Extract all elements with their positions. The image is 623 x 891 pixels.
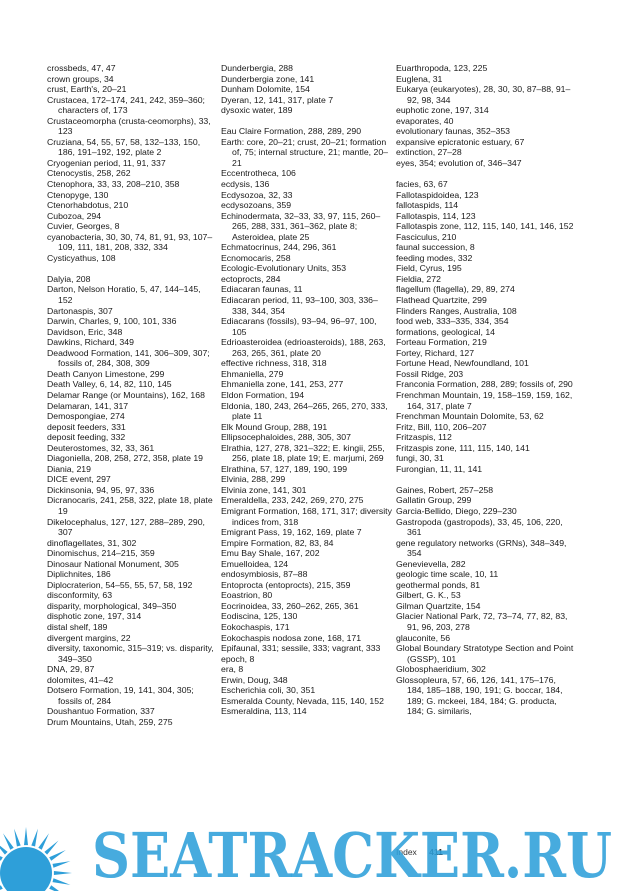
sun-ray <box>49 850 66 861</box>
index-entry: Empire Formation, 82, 83, 84 <box>221 537 334 548</box>
index-entry: Flinders Ranges, Australia, 108 <box>396 305 517 316</box>
index-entry: Gilman Quartzite, 154 <box>396 600 481 611</box>
index-entry: Dinomischus, 214–215, 359 <box>47 548 155 559</box>
index-entry: Global Boundary Stratotype Section and Point (GSSP), 101 <box>396 643 574 664</box>
footer-section-label: Index <box>396 847 417 857</box>
index-entry: Fallotaspidoidea, 123 <box>396 189 479 200</box>
index-entry: Darton, Nelson Horatio, 5, 47, 144–145, 152 <box>47 284 201 306</box>
sun-ray <box>49 885 66 891</box>
index-entry: formations, geological, 14 <box>396 326 495 337</box>
index-entry: Deuterostomes, 32, 33, 361 <box>47 442 155 453</box>
index-entry: Fortey, Richard, 127 <box>396 347 475 358</box>
index-entry: Diania, 219 <box>47 463 91 474</box>
index-entry: Cuvier, Georges, 8 <box>47 221 120 232</box>
index-entry: evolutionary faunas, 352–353 <box>396 126 510 137</box>
index-entry: Eoastrion, 80 <box>221 590 273 601</box>
index-entry: Eokochaspis, 171 <box>221 621 290 632</box>
index-entry: Dunham Dolomite, 154 <box>221 84 310 95</box>
index-entry: disphotic zone, 197, 314 <box>47 611 142 622</box>
watermark-banner <box>0 795 623 891</box>
index-entry: Dyeran, 12, 141, 317, plate 7 <box>221 94 334 105</box>
index-entry: Eccentrotheca, 106 <box>221 168 296 179</box>
index-entry: Cruziana, 54, 55, 57, 58, 132–133, 150, 186, 191–192, 192, plate 2 <box>47 136 201 158</box>
sun-ray <box>31 829 38 847</box>
index-entry: Delamaran, 141, 317 <box>47 400 129 411</box>
index-entry: Eokochaspis nodosa zone, 168, 171 <box>221 632 362 643</box>
index-entry: crust, Earth's, 20–21 <box>47 84 127 95</box>
index-entry: food web, 333–335, 334, 354 <box>396 316 509 327</box>
index-entry: Euglena, 31 <box>396 73 443 84</box>
index-entry: Dalyia, 208 <box>47 273 91 284</box>
index-entry: dysoxic water, 189 <box>221 105 293 116</box>
index-entry: endosymbiosis, 87–88 <box>221 569 308 580</box>
index-entry: Fieldia, 272 <box>396 273 441 284</box>
index-entry: Fallotaspis, 114, 123 <box>396 210 476 221</box>
sun-ray <box>44 841 58 855</box>
index-entry: Echmatocrinus, 244, 296, 361 <box>221 242 337 253</box>
index-entry: geothermal ponds, 81 <box>396 579 481 590</box>
index-entry: Escherichia coli, 30, 351 <box>221 685 316 696</box>
index-entry: Crustacea, 172–174, 241, 242, 359–360; characters of, 173 <box>47 94 205 116</box>
index-entry: dinoflagellates, 31, 302 <box>47 537 137 548</box>
index-entry: Eukarya (eukaryotes), 28, 30, 30, 87–88, 91–92, 98, 344 <box>396 84 571 105</box>
index-entry: Death Canyon Limestone, 299 <box>47 368 165 379</box>
index-entry: Emeraldella, 233, 242, 269, 270, 275 <box>221 495 364 506</box>
index-entry: Emu Bay Shale, 167, 202 <box>221 548 320 559</box>
sun-ray <box>53 861 71 868</box>
index-entry: Genevievella, 282 <box>396 558 466 569</box>
index-entry: Elvinia, 288, 299 <box>221 474 286 485</box>
index-entry: Ctenorhabdotus, 210 <box>47 200 129 211</box>
index-entry: Gilbert, G. K., 53 <box>396 590 461 601</box>
index-entry: crossbeds, 47, 47 <box>47 63 116 73</box>
index-entry: Fritz, Bill, 110, 206–207 <box>396 421 487 432</box>
sun-ray <box>38 833 49 850</box>
sun-ray <box>14 829 21 847</box>
index-entry: effective richness, 318, 318 <box>221 358 327 369</box>
index-entry: epoch, 8 <box>221 653 255 664</box>
index-entry: Elrathina, 57, 127, 189, 190, 199 <box>221 463 348 474</box>
index-entry: glauconite, 56 <box>396 632 451 643</box>
index-entry: faunal succession, 8 <box>396 242 475 253</box>
index-entry: Demospongiae, 274 <box>47 411 125 422</box>
index-entry: Cryogenian period, 11, 91, 337 <box>47 157 166 168</box>
sun-ray <box>53 878 71 885</box>
index-entry: evaporates, 40 <box>396 115 454 126</box>
index-entry: disparity, morphological, 349–350 <box>47 600 177 611</box>
index-entry: Furongian, 11, 11, 141 <box>396 463 483 474</box>
sun-ray <box>54 871 72 875</box>
index-entry: Epifaunal, 331; sessile, 333; vagrant, 333 <box>221 643 381 654</box>
index-entry: Dikelocephalus, 127, 127, 288–289, 290, 307 <box>47 516 205 538</box>
index-entry: Death Valley, 6, 14, 82, 110, 145 <box>47 379 172 390</box>
index-entry: Ctenophora, 33, 33, 208–210, 358 <box>47 179 180 190</box>
index-entry: Garcia-Bellido, Diego, 229–230 <box>396 505 517 516</box>
sun-ray <box>3 833 14 850</box>
index-entry: Dunderbergia zone, 141 <box>221 73 315 84</box>
index-entry: distal shelf, 189 <box>47 621 108 632</box>
index-entry: Gastropoda (gastropods), 33, 45, 106, 220, 361 <box>396 516 563 538</box>
index-entry: Eldon Formation, 194 <box>221 389 305 400</box>
watermark-text: SEATRACKER.RU <box>92 819 612 891</box>
index-entry: disconformity, 63 <box>47 590 113 601</box>
letter-gap <box>396 474 574 485</box>
index-entry: Dartonaspis, 307 <box>47 305 113 316</box>
index-entry: ecdysis, 136 <box>221 179 270 190</box>
index-entry: Elk Mound Group, 288, 191 <box>221 421 328 432</box>
index-entry: Ecdysozoa, 32, 33 <box>221 189 293 200</box>
letter-gap <box>396 168 574 179</box>
index-entry: Glossopleura, 57, 66, 126, 141, 175–176, 184, 185–188, 190, 191; G. boccar, 184, 189; G. mckeei, 184, 184; G. producta, 184; G. similaris, <box>396 674 563 717</box>
index-entry: Dinosaur National Monument, 305 <box>47 558 179 569</box>
index-entry: Darwin, Charles, 9, 100, 101, 336 <box>47 316 177 327</box>
index-entry: Deadwood Formation, 141, 306–309, 307; fossils of, 284, 308, 309 <box>47 347 210 369</box>
index-entry: Emuelloidea, 124 <box>221 558 289 569</box>
index-entry: Fritzaspis, 112 <box>396 432 452 443</box>
index-entry: Diplocraterion, 54–55, 55, 57, 58, 192 <box>47 579 193 590</box>
index-entry: Fossil Ridge, 203 <box>396 368 464 379</box>
index-entry: Esmeraldina, 113, 114 <box>221 706 307 717</box>
index-entry: feeding modes, 332 <box>396 252 473 263</box>
index-entry: euphotic zone, 197, 314 <box>396 105 489 116</box>
index-entry: Ctenopyge, 130 <box>47 189 109 200</box>
index-entry: Delamar Range (or Mountains), 162, 168 <box>47 389 205 400</box>
index-entry: Esmeralda County, Nevada, 115, 140, 152 <box>221 695 384 706</box>
index-entry: Ecnomocaris, 258 <box>221 252 291 263</box>
index-entry: Ecologic-Evolutionary Units, 353 <box>221 263 347 274</box>
index-entry: DICE event, 297 <box>47 474 111 485</box>
index-entry: Frenchman Mountain Dolomite, 53, 62 <box>396 411 544 422</box>
index-entry: Fallotaspis zone, 112, 115, 140, 141, 146, 152 <box>396 221 574 232</box>
index-entry: Gallatin Group, 299 <box>396 495 472 506</box>
index-entry: eyes, 354; evolution of, 346–347 <box>396 157 522 168</box>
index-entry: Doushantuo Formation, 337 <box>47 706 155 717</box>
index-entry: Elrathia, 127, 278, 321–322; E. kingii, 255, 256, plate 18, plate 19; E. marjumi, 269 <box>221 442 385 464</box>
sun-ray <box>0 850 3 861</box>
index-entry: Erwin, Doug, 348 <box>221 674 288 685</box>
page-number: 411 <box>429 847 443 857</box>
index-entry: Ediacaran period, 11, 93–100, 303, 336–338, 344, 354 <box>221 295 378 316</box>
index-entry: Field, Cyrus, 195 <box>396 263 462 274</box>
index-entry: Ediacaran faunas, 11 <box>221 284 303 295</box>
sunburst-logo <box>0 827 72 891</box>
index-entry: Diplichnites, 186 <box>47 569 111 580</box>
index-entry: Eldonia, 180, 243, 264–265, 265, 270, 333, plate 11 <box>221 400 388 422</box>
index-entry: dolomites, 41–42 <box>47 674 114 685</box>
index-entry: Fritzaspis zone, 111, 115, 140, 141 <box>396 442 530 453</box>
index-entry: Dawkins, Richard, 349 <box>47 337 134 348</box>
index-entry: Dotsero Formation, 19, 141, 304, 305; fossils of, 284 <box>47 685 194 706</box>
index-entry: Flathead Quartzite, 299 <box>396 295 487 306</box>
index-entry: Drum Mountains, Utah, 259, 275 <box>47 716 173 727</box>
index-entry: Eau Claire Formation, 288, 289, 290 <box>221 126 362 137</box>
index-entry: Ctenocystis, 258, 262 <box>47 168 131 179</box>
index-entry: crown groups, 34 <box>47 73 114 84</box>
index-entry: Elvinia zone, 141, 301 <box>221 484 307 495</box>
index-entry: flagellum (flagella), 29, 89, 274 <box>396 284 515 295</box>
index-entry: ecdysozoans, 359 <box>221 200 292 211</box>
index-entry: divergent margins, 22 <box>47 632 131 643</box>
index-column-3 <box>396 63 574 717</box>
index-entry: Gaines, Robert, 257–258 <box>396 484 494 495</box>
index-entry: Crustaceomorpha (crusta-ceomorphs), 33, 123 <box>47 115 211 137</box>
index-entry: cyanobacteria, 30, 30, 74, 81, 91, 93, 107–109, 111, 181, 208, 332, 334 <box>47 231 213 253</box>
letter-gap <box>221 116 393 127</box>
index-entry: Glacier National Park, 72, 73–74, 77, 82, 83, 91, 96, 203, 278 <box>396 611 568 632</box>
index-entry: Forteau Formation, 219 <box>396 337 487 348</box>
index-entry: Edrioasteroidea (edrioasteroids), 188, 263, 263, 265, 361, plate 20 <box>221 337 386 358</box>
index-column-2 <box>221 63 393 717</box>
index-entry: Globosphaeridium, 302 <box>396 664 486 675</box>
index-entry: Fortune Head, Newfoundland, 101 <box>396 358 529 369</box>
index-entry: Eodiscina, 125, 130 <box>221 611 298 622</box>
letter-gap <box>47 263 217 274</box>
index-entry: ectoprocts, 284 <box>221 273 281 284</box>
index-entry: Diagoniella, 208, 258, 272, 358, plate 19 <box>47 453 204 464</box>
index-entry: Euarthropoda, 123, 225 <box>396 63 488 73</box>
sun-ray <box>24 827 28 845</box>
index-entry: Earth: core, 20–21; crust, 20–21; formation of, 75; internal structure, 21; mantle, 20–21 <box>221 136 388 168</box>
index-entry: Emigrant Formation, 168, 171, 317; diversity indices from, 318 <box>221 505 392 527</box>
index-entry: facies, 63, 67 <box>396 179 448 190</box>
index-entry: Ediacarans (fossils), 93–94, 96–97, 100, 105 <box>221 316 377 337</box>
index-entry: Ellipsocephaloides, 288, 305, 307 <box>221 432 351 443</box>
index-entry: geologic time scale, 10, 11 <box>396 569 499 580</box>
index-entry: Davidson, Eric, 348 <box>47 326 123 337</box>
index-entry: Cubozoa, 294 <box>47 210 102 221</box>
index-entry: gene regulatory networks (GRNs), 348–349, 354 <box>396 537 567 559</box>
index-entry: Ehmaniella, 279 <box>221 368 284 379</box>
index-entry: Frenchman Mountain, 19, 158–159, 159, 162, 164, 317, plate 7 <box>396 389 573 411</box>
index-column-1 <box>47 63 217 727</box>
index-entry: extinction, 27–28 <box>396 147 462 158</box>
index-entry: fallotaspids, 114 <box>396 200 459 211</box>
sun-ray <box>0 885 3 891</box>
sun-ray <box>0 841 8 855</box>
index-entry: Ehmaniella zone, 141, 253, 277 <box>221 379 344 390</box>
index-entry: DNA, 29, 87 <box>47 664 95 675</box>
index-entry: Echinodermata, 32–33, 33, 97, 115, 260–265, 288, 331, 361–362, plate 8; Asteroidea, plate 25 <box>221 210 381 242</box>
index-entry: era, 8 <box>221 664 244 675</box>
index-entry: Cysticyathus, 108 <box>47 252 116 263</box>
index-entry: expansive epicratonic estuary, 67 <box>396 136 525 147</box>
index-entry: deposit feeders, 331 <box>47 421 126 432</box>
index-entry: fungi, 30, 31 <box>396 453 444 464</box>
index-entry: Entoprocta (entoprocts), 215, 359 <box>221 579 351 590</box>
index-entry: deposit feeding, 332 <box>47 432 126 443</box>
index-entry: Emigrant Pass, 19, 162, 169, plate 7 <box>221 527 362 538</box>
index-entry: Dickinsonia, 94, 95, 97, 336 <box>47 484 155 495</box>
index-entry: Dicranocaris, 241, 258, 322, plate 18, plate 19 <box>47 495 213 516</box>
index-entry: Fasciculus, 210 <box>396 231 457 242</box>
index-entry: Dunderbergia, 288 <box>221 63 293 73</box>
index-entry: Eocrinoidea, 33, 260–262, 265, 361 <box>221 600 359 611</box>
index-entry: diversity, taxonomic, 315–319; vs. disparity, 349–350 <box>47 643 214 664</box>
index-entry: Franconia Formation, 288, 289; fossils of, 290 <box>396 379 573 390</box>
